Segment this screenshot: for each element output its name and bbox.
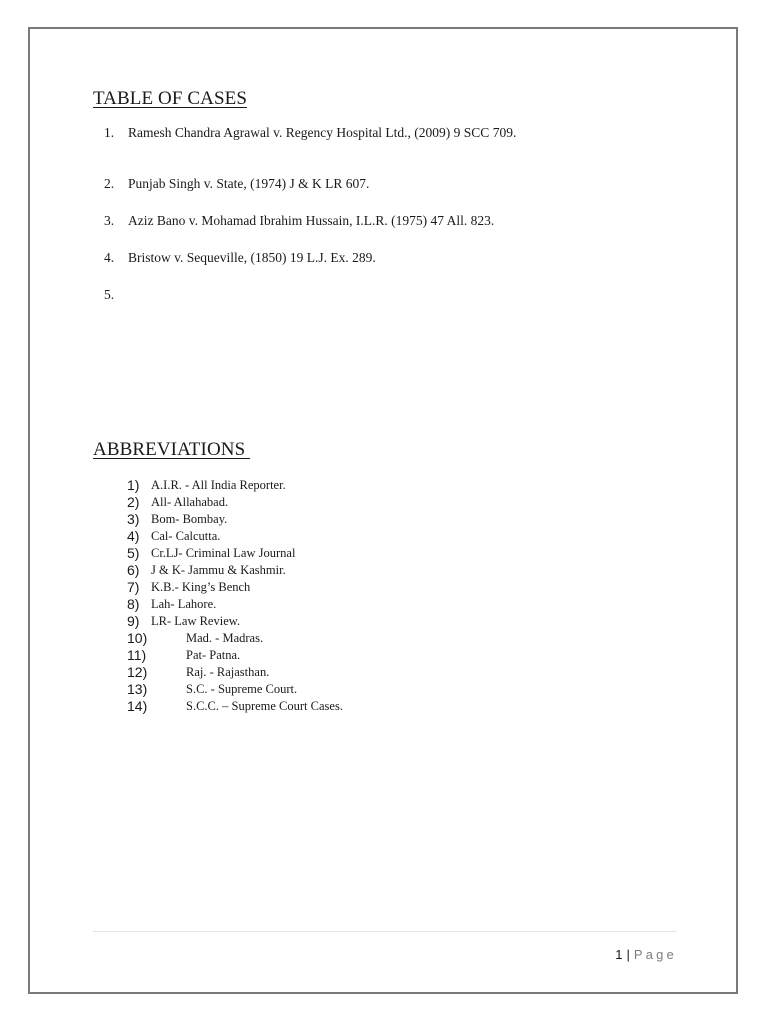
abbreviation-number: 6) [127, 562, 140, 578]
abbreviation-item [127, 613, 240, 630]
abbreviation-text: Pat- Patna. [186, 648, 241, 662]
abbreviation-text: Raj. - Rajasthan. [186, 665, 270, 679]
abbreviation-number: 4) [127, 528, 140, 544]
footer-separator: | [626, 947, 630, 962]
abbreviation-text: Bom- Bombay. [151, 512, 228, 526]
case-number: 3. [104, 213, 115, 228]
abbreviation-text: LR- Law Review. [151, 614, 241, 628]
abbreviation-number: 12) [127, 664, 148, 680]
case-citation: Bristow v. Sequeville, (1850) 19 L.J. Ex. 289. [128, 250, 376, 265]
abbreviation-item [127, 681, 297, 698]
abbreviation-number: 1) [127, 477, 140, 493]
abbreviation-number: 11) [127, 647, 147, 663]
abbreviation-text: J & K- Jammu & Kashmir. [151, 563, 286, 577]
abbreviation-number: 2) [127, 494, 140, 510]
abbreviation-text: Cr.LJ- Criminal Law Journal [151, 546, 296, 560]
case-number: 5. [104, 287, 115, 302]
abbreviation-text: Mad. - Madras. [186, 631, 264, 645]
abbreviation-item [127, 545, 295, 562]
abbreviation-item [127, 664, 269, 681]
page-footer [615, 947, 677, 962]
abbreviation-item [127, 579, 250, 596]
abbreviation-item [127, 528, 220, 545]
abbreviation-item [127, 562, 286, 579]
page-number: 1 [615, 947, 623, 962]
abbreviation-text: S.C. - Supreme Court. [186, 682, 298, 696]
abbreviation-text: All- Allahabad. [151, 495, 229, 509]
abbreviation-item [127, 630, 263, 647]
case-item [104, 176, 369, 192]
footer-divider [93, 931, 677, 932]
abbreviation-number: 13) [127, 681, 148, 697]
abbreviation-number: 9) [127, 613, 140, 629]
abbreviation-number: 5) [127, 545, 140, 561]
case-citation: Punjab Singh v. State, (1974) J & K LR 607. [128, 176, 370, 191]
abbreviation-item [127, 698, 343, 715]
case-citation: Ramesh Chandra Agrawal v. Regency Hospital Ltd., (2009) 9 SCC 709. [128, 125, 517, 140]
case-number: 4. [104, 250, 115, 265]
page-label: Page [633, 947, 677, 962]
case-item [104, 287, 128, 303]
abbreviation-number: 8) [127, 596, 140, 612]
case-item [104, 213, 494, 229]
abbreviation-number: 14) [127, 698, 148, 714]
case-item [104, 250, 376, 266]
abbreviation-item [127, 647, 240, 664]
abbreviation-number: 3) [127, 511, 140, 527]
case-number: 2. [104, 176, 115, 191]
case-item [104, 125, 516, 141]
abbreviation-text: S.C.C. – Supreme Court Cases. [186, 699, 343, 713]
abbreviation-item [127, 477, 286, 494]
abbreviation-number: 10) [127, 630, 148, 646]
abbreviation-item [127, 494, 228, 511]
table-of-cases-heading: TABLE OF CASES [93, 88, 248, 109]
abbreviations-heading: ABBREVIATIONS [93, 439, 251, 460]
abbreviation-text: Lah- Lahore. [151, 597, 217, 611]
abbreviation-text: K.B.- King’s Bench [151, 580, 251, 594]
case-number: 1. [104, 125, 115, 140]
abbreviation-text: A.I.R. - All India Reporter. [151, 478, 286, 492]
abbreviation-item [127, 596, 216, 613]
abbreviation-item [127, 511, 227, 528]
case-citation: Aziz Bano v. Mohamad Ibrahim Hussain, I.L.R. (1975) 47 All. 823. [128, 213, 495, 228]
abbreviation-text: Cal- Calcutta. [151, 529, 221, 543]
abbreviation-number: 7) [127, 579, 140, 595]
